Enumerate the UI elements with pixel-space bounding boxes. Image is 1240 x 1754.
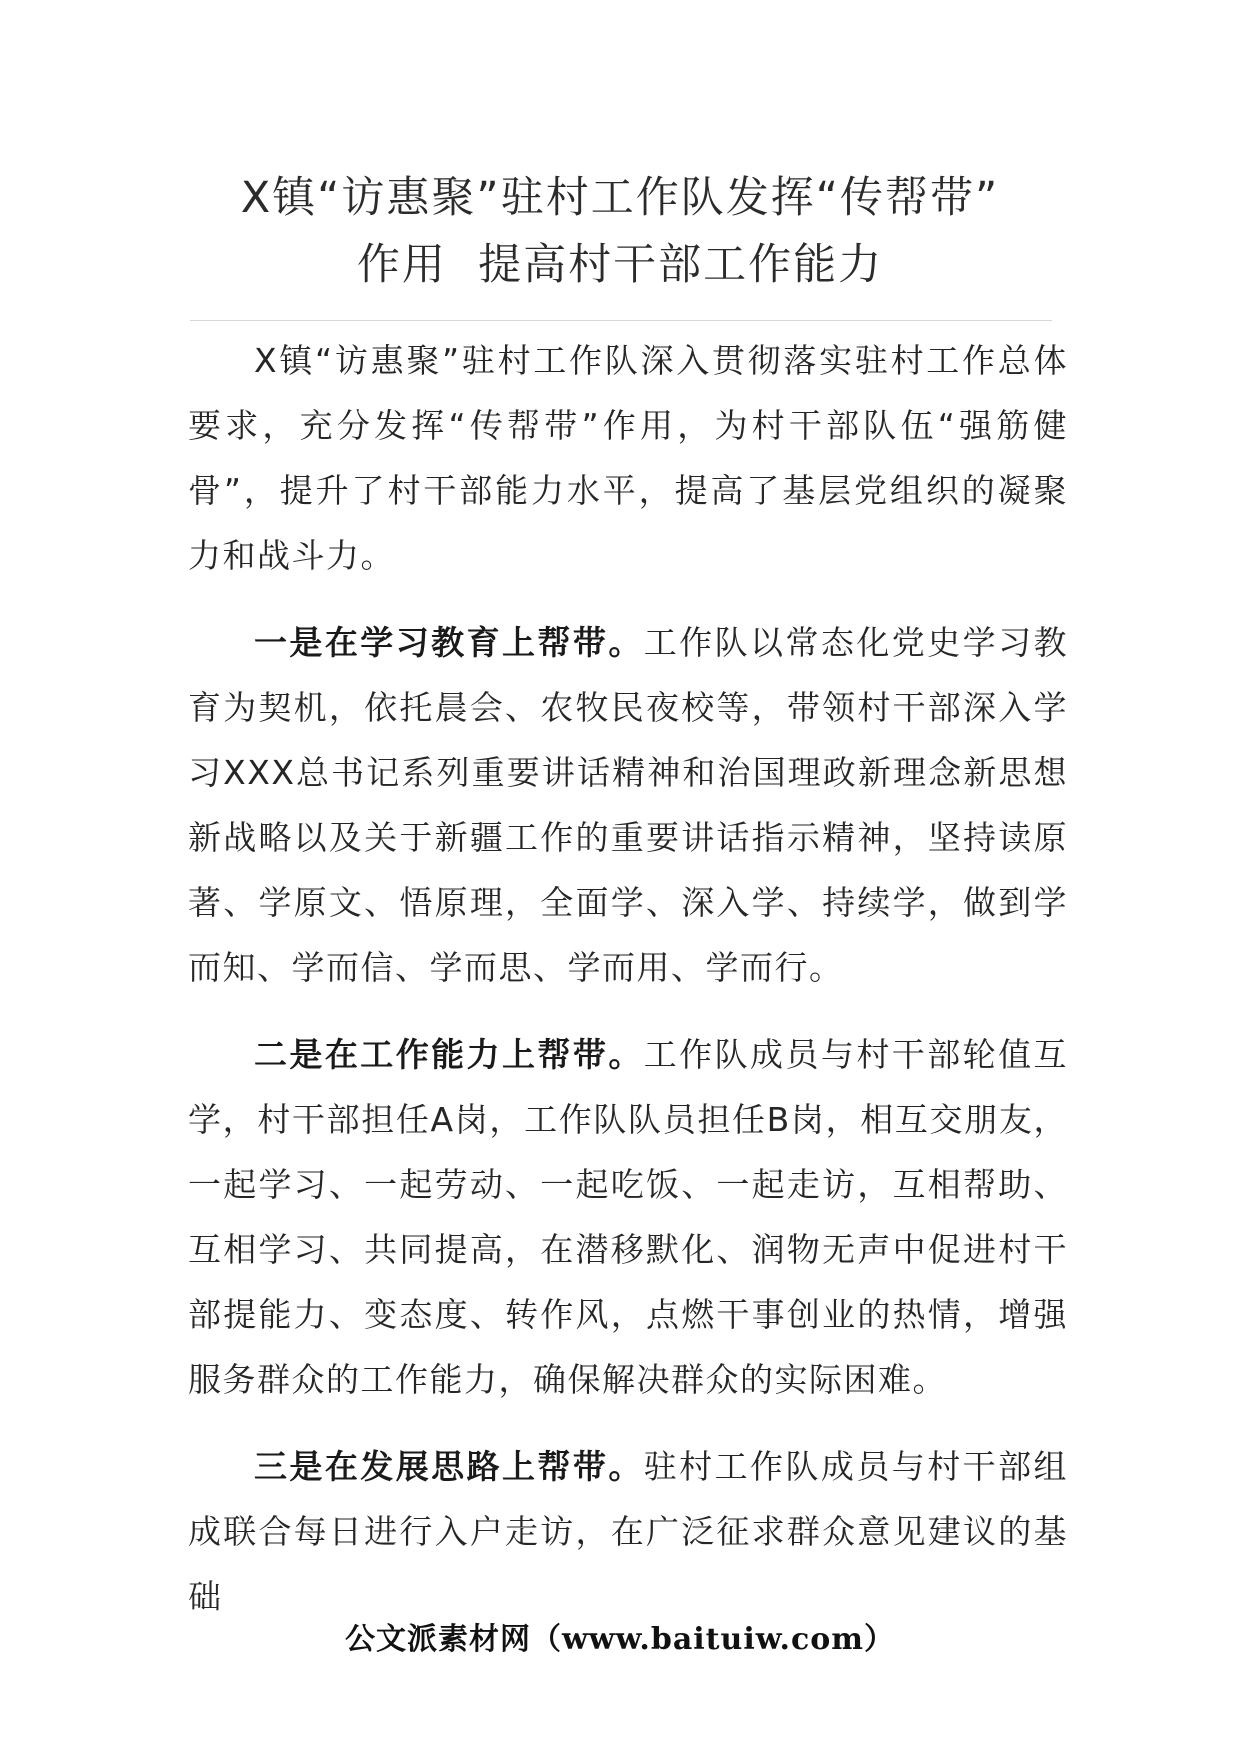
paragraph-text: 工作队以常态化党史学习教育为契机，依托晨会、农牧民夜校等，带领村干部深入学习XXX总书记系列重要讲话精神和治国理政新理念新思想新战略以及关于新疆工作的重要讲话指示精神，坚持读原著、学原文、悟原理，全面学、深入学、持续学，做到学而知、学而信、学而思、学而用、学而行。	[188, 623, 1069, 987]
title-line-1: X镇“访惠聚”驻村工作队发挥“传帮带”	[240, 173, 1000, 223]
paragraph-intro	[188, 328, 1068, 588]
paragraph-lead: 一是在学习教育上帮带。	[254, 623, 644, 662]
paragraph-development-ideas	[188, 1434, 1068, 1629]
site-footer: 公文派素材网（www.baituiw.com）	[344, 1622, 896, 1657]
paragraph-text: 驻村工作队成员与村干部组成联合每日进行入户走访，在广泛征求群众意见建议的基础	[188, 1447, 1069, 1616]
paragraph-lead: 二是在工作能力上帮带。	[254, 1035, 644, 1074]
paragraph-lead: 三是在发展思路上帮带。	[254, 1447, 644, 1486]
title-line-2: 作用 提高村干部工作能力	[356, 240, 884, 290]
paragraph-text: X镇“访惠聚”驻村工作队深入贯彻落实驻村工作总体要求，充分发挥“传帮带”作用，为村干部队伍“强筋健骨”，提升了村干部能力水平，提高了基层党组织的凝聚力和战斗力。	[188, 341, 1068, 575]
document-title	[150, 165, 1090, 299]
paragraph-text: 工作队成员与村干部轮值互学，村干部担任A岗，工作队队员担任B岗，相互交朋友，一起学习、一起劳动、一起吃饭、一起走访，互相帮助、互相学习、共同提高，在潜移默化、润物无声中促进村干部提能力、变态度、转作风，点燃干事创业的热情，增强服务群众的工作能力，确保解决群众的实际困难。	[188, 1035, 1069, 1399]
paragraph-work-ability	[188, 1022, 1068, 1412]
paragraph-study-education	[188, 610, 1068, 1000]
title-divider	[190, 320, 1052, 321]
document-body	[188, 328, 1068, 1651]
